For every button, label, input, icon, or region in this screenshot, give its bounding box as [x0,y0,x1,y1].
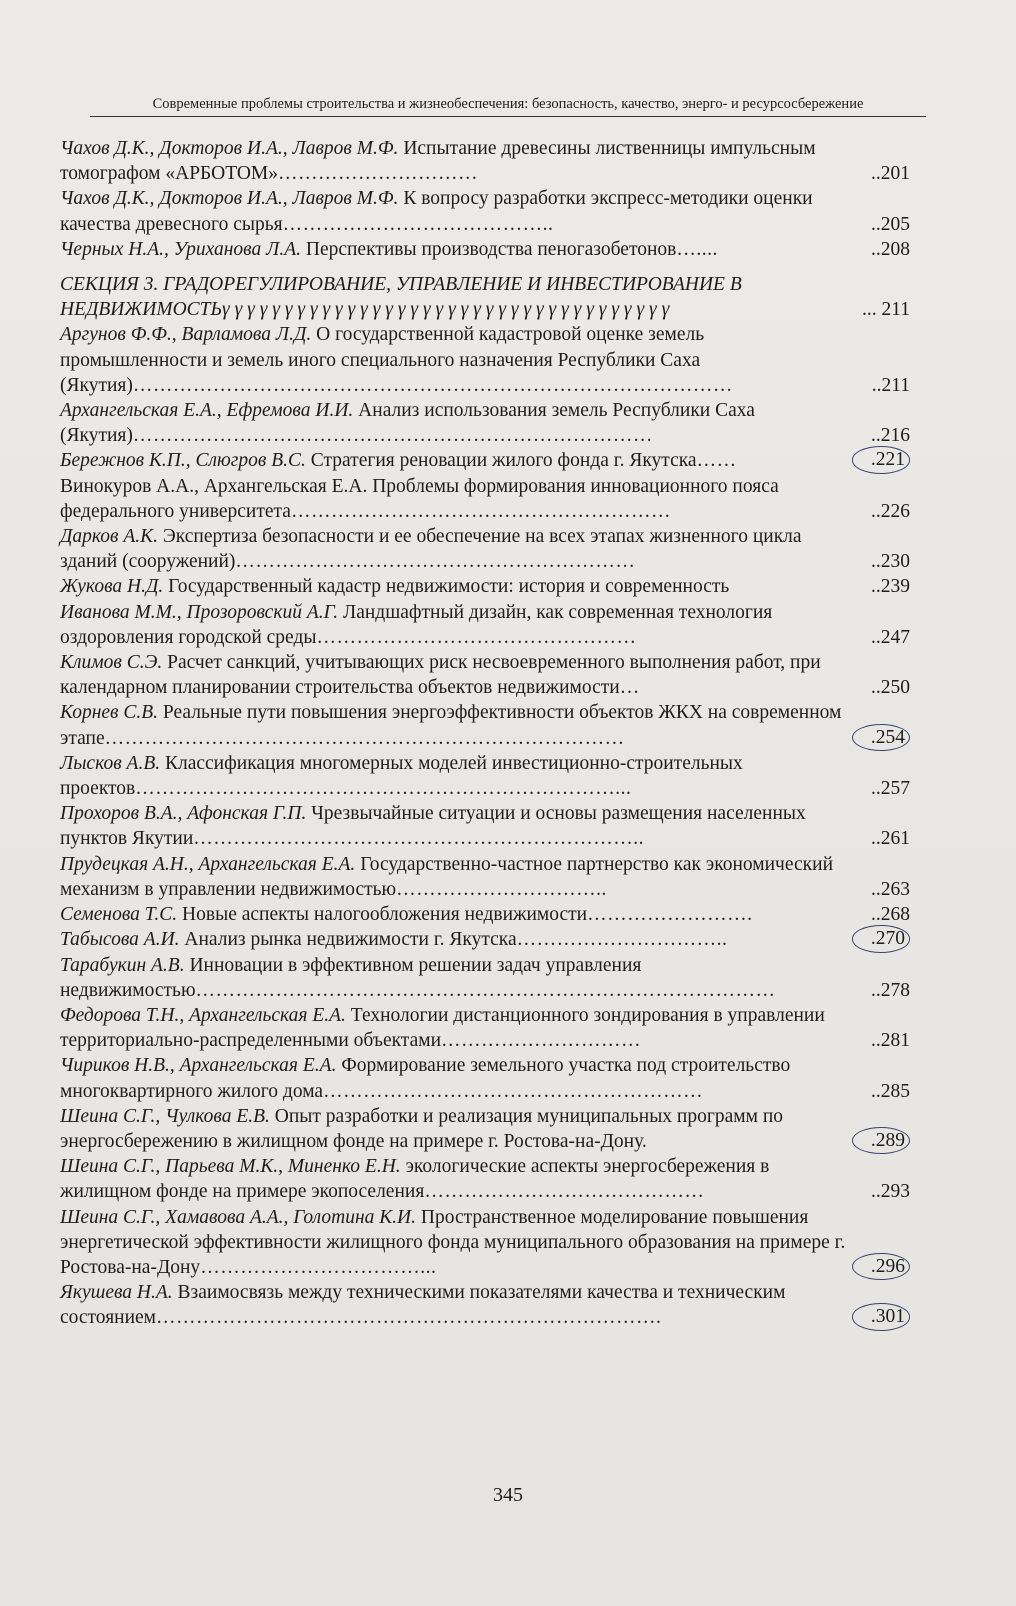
toc-entry [60,953,910,1003]
entry-authors: Шеина С.Г., Хамавова А.А., Голотина К.И. [60,1206,417,1228]
entry-page-number: ..201 [871,163,910,185]
running-header: Современные проблемы строительства и жизнеобеспечения: безопасность, качество, энерго- и ресурсосбережение [90,96,926,117]
entry-title: Государственно-частное партнерство как экономический механизм в управлении недвижимостью [60,853,834,900]
entry-title: Государственный кадастр недвижимости: история и современность [163,576,730,598]
entry-title: Формирование земельного участка под строительство многоквартирного жилого дома [60,1055,791,1102]
entry-page-number: ..293 [871,1181,910,1203]
entry-leader-dots: ………………………… [441,1030,642,1052]
entry-title: Инновации в эффективном решении задач управления недвижимостью [60,954,642,1001]
entry-authors: Чахов Д.К., Докторов И.А., Лавров М.Ф. [60,188,399,210]
toc-entry [60,852,910,902]
entry-title: Анализ использования земель Республики Саха (Якутия) [60,400,755,447]
entry-page-number: ..257 [871,778,910,800]
entry-leader-dots: ……………………. [587,904,753,926]
toc-entry [60,600,910,650]
toc-entry [60,398,910,448]
entry-title: Технологии дистанционного зондирования в управлении территориально-распределенными объектами [60,1004,825,1052]
entry-title: экологические аспекты энергосбережения в жилищном фонде на примере экопоселения [60,1156,770,1203]
entry-title: Расчет санкций, учитывающих риск несвоевременного выполнения работ, при календарном планировании строительства объектов недвижимости [60,652,821,699]
entry-title: Анализ рынка недвижимости г. Якутска [179,929,517,951]
toc-entry [60,650,910,700]
entry-page-number-circled: .301 [852,1303,910,1330]
toc-entries [60,322,910,1330]
entry-authors: Корнев С.В. [60,702,159,724]
entry-title: Реальные пути повышения энергоэффективности объектов ЖКХ на современном этапе [60,702,842,749]
entry-title: Опыт разработки и реализация муниципальных программ по энергосбережению в жилищном фонде на примере г. Ростова-на-Дону. [60,1105,784,1152]
toc-entry [60,902,910,927]
entry-leader-dots: …………………………………………………… [235,551,636,573]
toc-entry [60,1205,910,1281]
section-title: СЕКЦИЯ 3. ГРАДОРЕГУЛИРОВАНИЕ, УПРАВЛЕНИЕ И ИНВЕСТИРОВАНИЕ В НЕДВИЖИМОСТЬ [60,274,742,321]
entry-leader-dots: ………………………………………………………………... [135,778,632,800]
entry-title: Пространственное моделирование повышения энергетической эффективности жилищного фонда муниципального образования на примере г. Ростова-на-Дону [60,1206,846,1278]
entry-page-number: ..216 [871,425,910,447]
entry-page-number-circled: .254 [852,724,910,751]
toc-entry [60,1053,910,1103]
entry-authors: Лысков А.В. [60,752,161,774]
entry-authors: Шеина С.Г., Парьева М.К., Миненко Е.Н. [60,1156,401,1178]
entry-page-number: ..230 [871,551,910,573]
entry-authors: Аргунов Ф.Ф., Варламова Л.Д. [60,324,312,346]
entry-page-number: ..211 [871,374,910,396]
entry-page-number-circled: .221 [852,446,910,473]
entry-title: Взаимосвязь между техническими показателями качества и техническим состоянием [60,1282,786,1329]
entry-leader-dots: … [619,677,640,699]
entry-authors: Семенова Т.С. [60,904,178,926]
entry-authors: Прохоров В.А., Афонская Г.П. [60,803,307,825]
entry-leader-dots: ………………………………….. [282,213,554,235]
entry-page-number: ..226 [871,500,910,522]
entry-authors: Федорова Т.Н., Архангельская Е.А. [60,1004,346,1026]
entry-page-number: ..263 [871,878,910,900]
entry-leader-dots: …………………………………………………………………. [156,1307,662,1329]
entry-page-number: ..247 [871,626,910,648]
toc-entry [60,751,910,801]
toc-entry [60,136,910,186]
entry-leader-dots: …………………………………………………………………… [104,727,625,749]
entry-leader-dots: ……………………………………………………………………………… [132,374,733,396]
entry-leader-dots: ….... [676,238,718,260]
entry-title: Стратегия реновации жилого фонда г. Якутска [305,450,697,472]
entry-page-number: ..261 [871,828,910,850]
entry-authors: Тарабукин А.В. [60,954,185,976]
toc-entry [60,322,910,398]
entry-page-number: ..281 [871,1030,910,1052]
toc-entry [60,237,910,262]
toc-entry [60,927,910,952]
entry-title: Испытание древесины лиственницы импульсным томографом «АРБОТОМ» [60,138,816,185]
entry-authors: Черных Н.А., Уриханова Л.А. [60,238,301,260]
entry-title: Чрезвычайные ситуации и основы размещения населенных пунктов Якутии [60,803,806,850]
entry-authors: Бережнов К.П., Слюгров В.С. [60,450,306,472]
entry-authors: Чахов Д.К., Докторов И.А., Лавров М.Ф. [60,138,399,159]
entry-leader-dots: ………………………………………………… [290,500,671,522]
entry-title: О государственной кадастровой оценке земель промышленности и земель иного специального назначения Республики Саха (Якутия) [60,324,705,396]
section-heading [60,272,910,322]
entry-page-number: ..250 [871,677,910,699]
entry-title: Новые аспекты налогообложения недвижимости [177,904,588,926]
entry-authors: Архангельская Е.А., Ефремова И.И. [60,400,354,422]
entry-page-number: ..278 [871,979,910,1001]
section-dots: γ γ γ γ γ γ γ γ γ γ γ γ γ γ γ γ γ γ γ γ γ γ γ γ γ γ γ γ γ γ γ γ γ γ γ γ [222,299,670,321]
toc-entry [60,700,910,750]
entry-leader-dots: ………………………… [278,163,479,185]
entry-page-number: ..208 [871,238,910,260]
toc-entry [60,801,910,851]
entry-page-number-circled: .289 [852,1127,910,1154]
entry-leader-dots: ………………………………………… [316,626,637,648]
toc-entry [60,1104,910,1154]
entry-leader-dots: ………………………….. [396,878,607,900]
toc-entry [60,1280,910,1330]
entry-authors: Дарков А.К. [60,526,158,548]
entry-authors: Прудецкая А.Н., Архангельская Е.А. [60,853,356,875]
toc-entries-before [60,136,910,262]
section-page-number: ... 211 [861,299,910,321]
entry-authors: Иванова М.М., Прозоровский А.Г. [60,601,339,623]
entry-page-number-circled: .296 [852,1253,910,1280]
entry-page-number: ..239 [871,576,910,598]
entry-leader-dots: …………………………………… [424,1181,705,1203]
entry-authors: Чириков Н.В., Архангельская Е.А. [60,1055,337,1077]
entry-title: Классификация многомерных моделей инвестиционно-строительных проектов [60,752,743,800]
entry-title: Винокуров А.А., Архангельская Е.А. Проблемы формирования инновационного пояса федерального университета [60,475,779,522]
entry-authors: Шеина С.Г., Чулкова Е.В. [60,1105,270,1127]
toc-entry [60,448,910,473]
entry-leader-dots: …… [696,450,737,472]
entry-page-number: ..285 [871,1080,910,1102]
toc-entry [60,1003,910,1053]
entry-authors: Табысова А.И. [60,929,180,951]
entry-title: Перспективы производства пеногазобетонов [300,238,677,260]
page-number: 345 [493,1484,523,1506]
entry-title: Экспертиза безопасности и ее обеспечение на всех этапах жизненного цикла зданий (сооружений) [60,526,802,573]
entry-page-number: ..205 [871,213,910,235]
entry-leader-dots: …………………………………………………………………………… [195,979,776,1001]
entry-leader-dots: ………………………….. [516,929,728,951]
entry-authors: Якушева Н.А. [60,1282,173,1304]
entry-authors: Климов С.Э. [60,652,163,674]
entry-title: Ландшафтный дизайн, как современная технология оздоровления городской среды [60,601,773,648]
toc-entry [60,186,910,236]
entry-page-number-circled: .270 [852,925,910,952]
entry-title: К вопросу разработки экспресс-методики оценки качества древесного сырья [60,188,813,235]
toc-entry [60,574,910,599]
entry-leader-dots: ………………………………………………… [323,1080,704,1102]
toc-entry [60,474,910,524]
entry-leader-dots: ……………………………... [200,1256,437,1278]
toc-entry [60,1154,910,1204]
table-of-contents [60,136,910,1331]
entry-authors: Жукова Н.Д. [60,576,164,598]
entry-leader-dots: ………………………………………………………….. [193,828,645,850]
toc-entry [60,524,910,574]
entry-leader-dots: …………………………………………………………………… [132,425,653,447]
entry-page-number: ..268 [871,904,910,926]
